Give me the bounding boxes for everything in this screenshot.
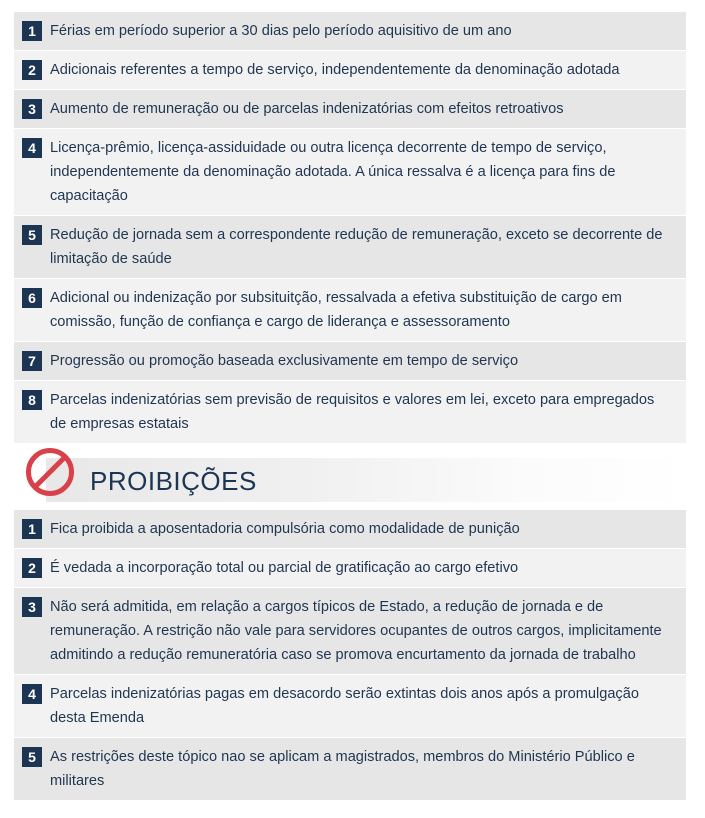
item-number: 2 [22,558,42,578]
item-text: Não será admitida, em relação a cargos típicos de Estado, a redução de jornada e de remuneração. A restrição não vale para servidores ocupantes de outros cargos, implicitamente admitindo a redução remuneratória caso se promova encurtamento da jornada de trabalho [50,599,662,663]
item-number: 1 [22,519,42,539]
item-text: Fica proibida a aposentadoria compulsória como modalidade de punição [50,521,520,537]
item-text: Aumento de remuneração ou de parcelas indenizatórias com efeitos retroativos [50,101,564,117]
item-text: É vedada a incorporação total ou parcial de gratificação ao cargo efetivo [50,560,519,576]
list-item [14,216,686,279]
item-text: Adicional ou indenização por subsituitção, ressalvada a efetiva substituição de cargo em comissão, função de confiança e cargo de liderança e assessoramento [50,290,622,330]
list-item [14,549,686,588]
list-item [14,738,686,801]
section-header-proibicoes [14,442,686,502]
item-number: 4 [22,684,42,704]
item-text: Férias em período superior a 30 dias pelo período aquisitivo de um ano [50,23,512,39]
list-item [14,675,686,738]
item-number: 4 [22,138,42,158]
item-number: 7 [22,351,42,371]
list-vedacoes [14,12,686,444]
item-text: Adicionais referentes a tempo de serviço, independentemente da denominação adotada [50,62,620,78]
list-item [14,279,686,342]
item-number: 8 [22,390,42,410]
list-item [14,588,686,675]
item-number: 5 [22,747,42,767]
item-text: Licença-prêmio, licença-assiduidade ou outra licença decorrente de tempo de serviço, independentemente da denominação adotada. A única ressalva é a licença para fins de capacitação [50,140,616,204]
item-number: 2 [22,60,42,80]
list-item [14,90,686,129]
item-text: Parcelas indenizatórias pagas em desacordo serão extintas dois anos após a promulgação desta Emenda [50,686,639,726]
item-text: As restrições deste tópico nao se aplicam a magistrados, membros do Ministério Público e militares [50,749,635,789]
list-item [14,510,686,549]
prohibited-icon [24,446,76,498]
item-number: 6 [22,288,42,308]
list-item [14,51,686,90]
item-text: Redução de jornada sem a correspondente redução de remuneração, exceto se decorrente de limitação de saúde [50,227,663,267]
item-number: 3 [22,597,42,617]
item-text: Progressão ou promoção baseada exclusivamente em tempo de serviço [50,353,519,369]
item-number: 5 [22,225,42,245]
item-text: Parcelas indenizatórias sem previsão de requisitos e valores em lei, exceto para empregados de empresas estatais [50,392,655,432]
list-item [14,12,686,51]
list-item [14,129,686,216]
list-proibicoes [14,510,686,801]
item-number: 3 [22,99,42,119]
section-title: PROIBIÇÕES [90,466,257,496]
list-item [14,342,686,381]
list-item [14,381,686,444]
item-number: 1 [22,21,42,41]
